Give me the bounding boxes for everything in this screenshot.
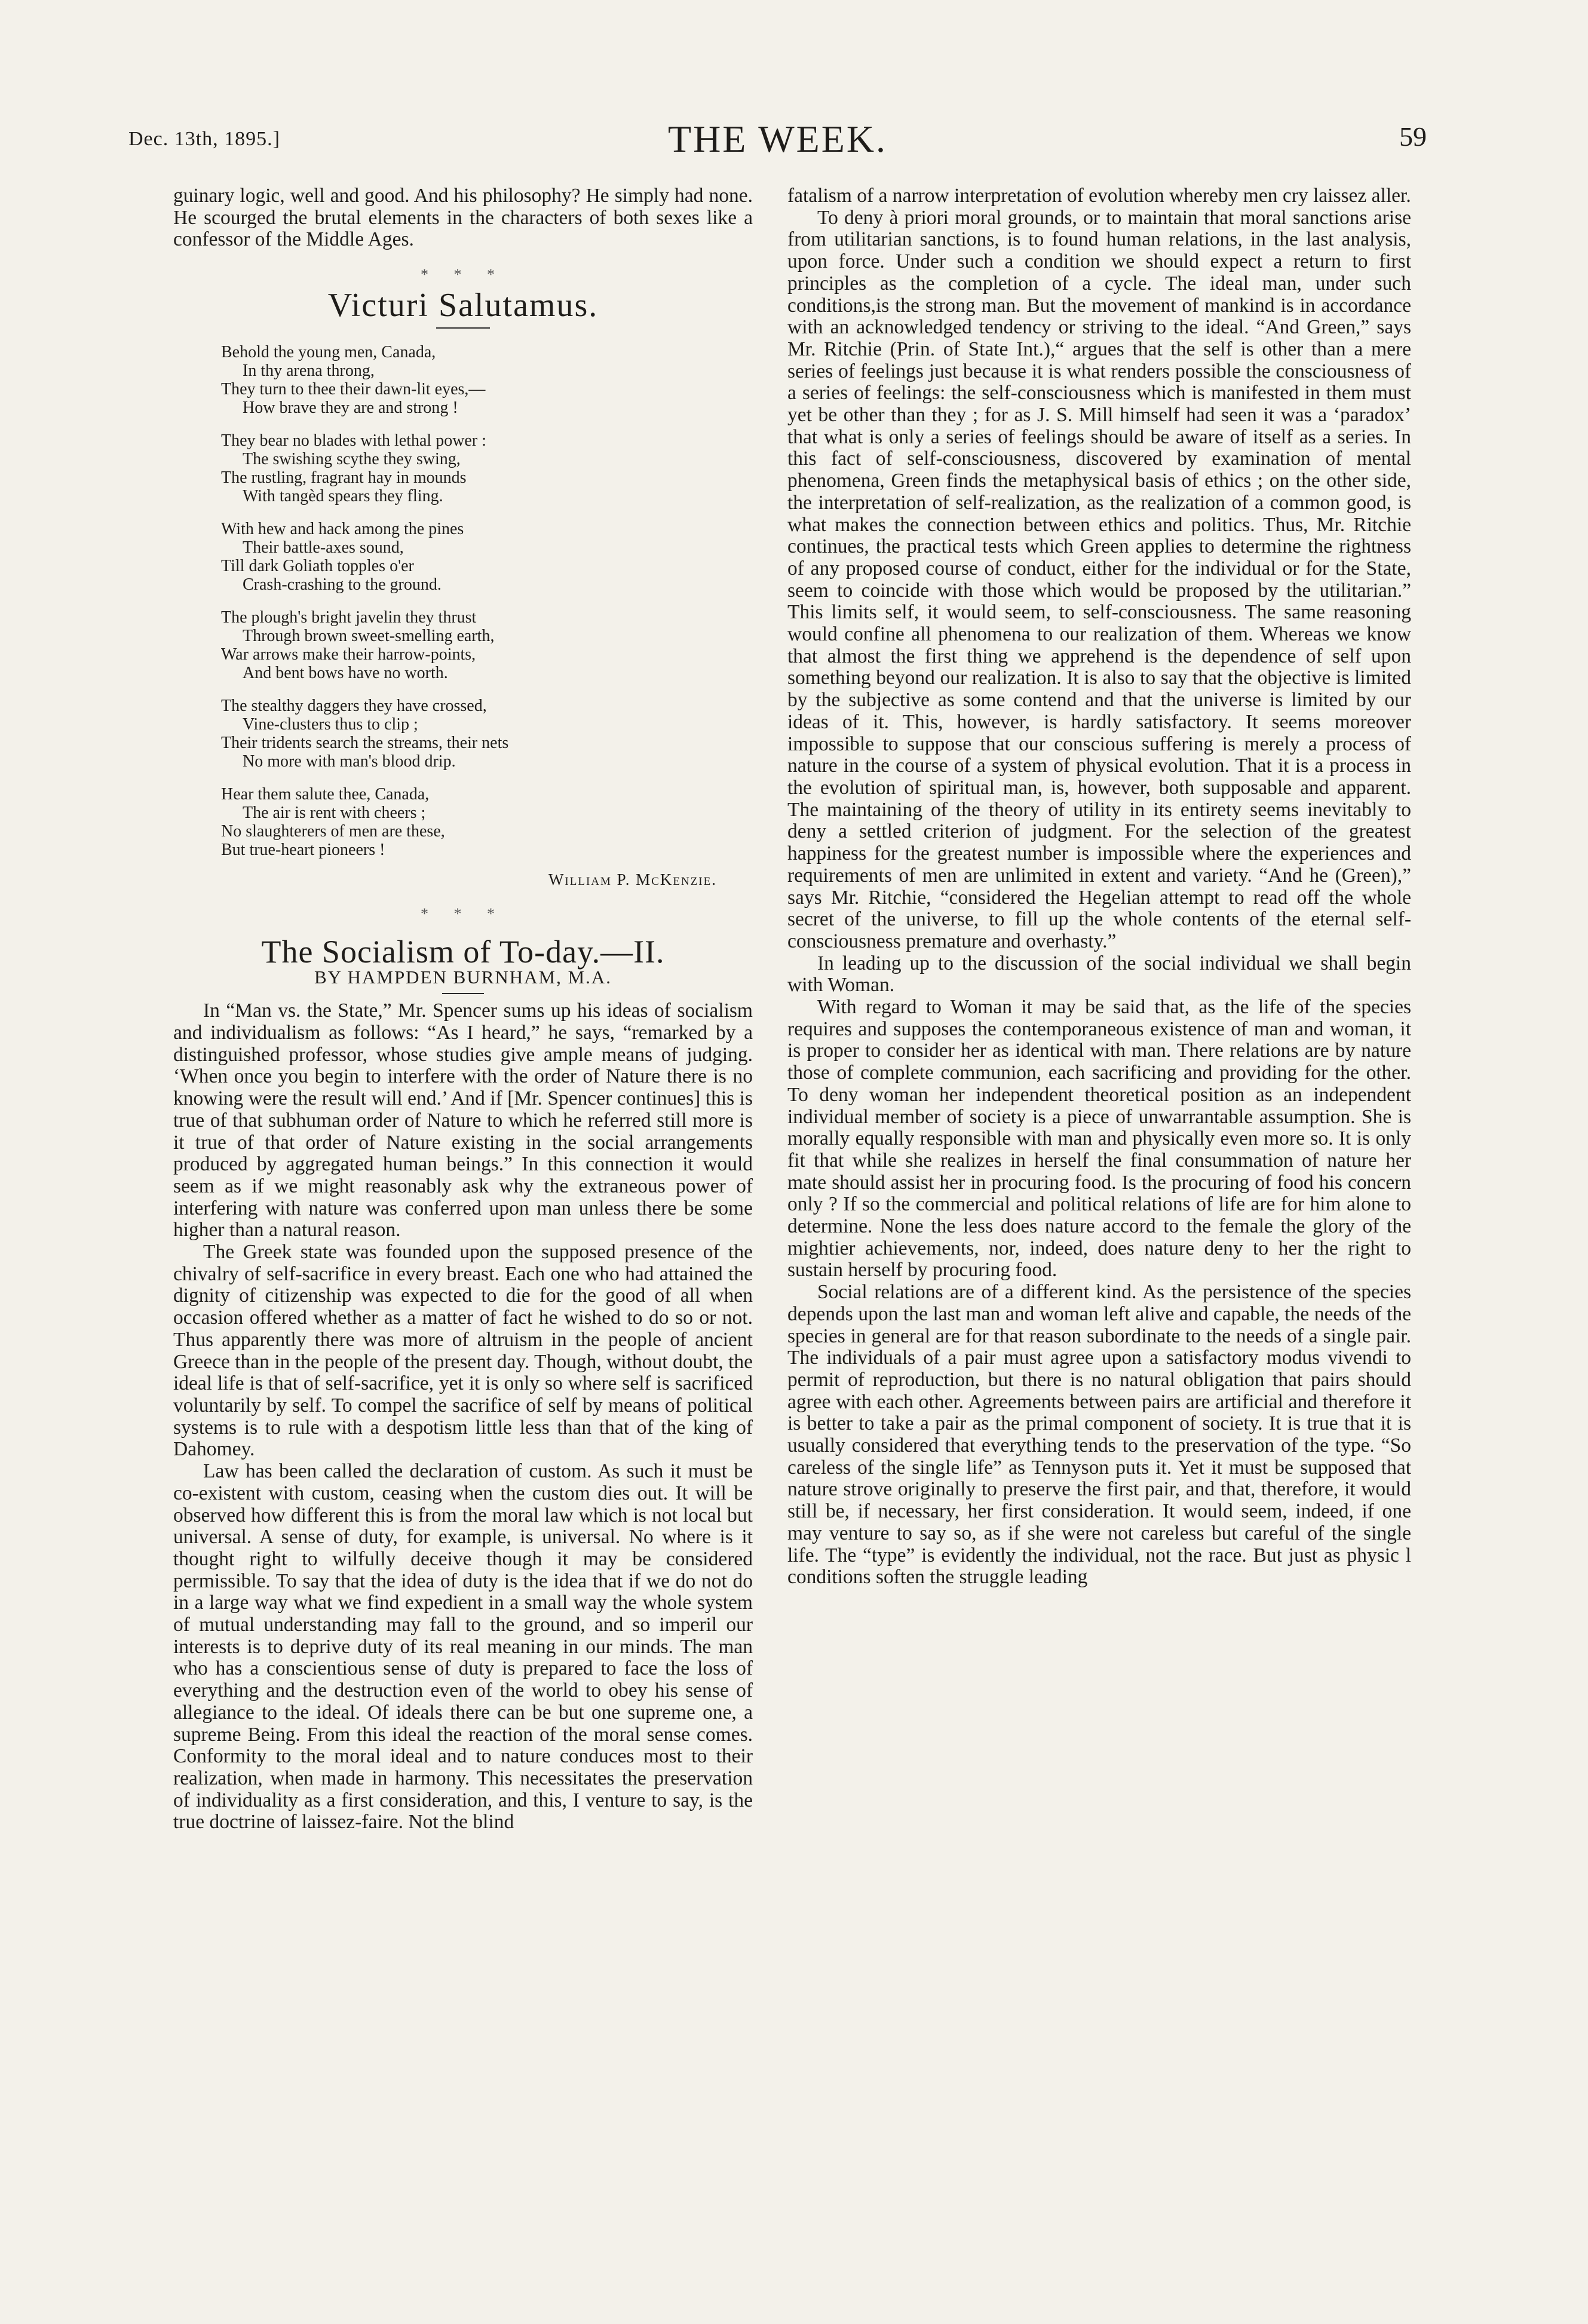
poem-stanza: [221, 431, 753, 505]
poem-line: Hear them salute thee, Canada,: [221, 784, 430, 804]
article-paragraph: Social relations are of a different kind. As the persistence of the species depends upon the last man and woman left alive and capable, the needs of the species in general are for that reason subordinate to the needs of a single pair. The individuals of a pair must agree upon a satisfactory modus vivendi to permit of reproduction, but there is no natural obligation that pairs should agree with each other. Agreements between pairs are artificial and therefore it is better to take a pair as the primal component of society. It is true that it is usually considered that everything tends to the preservation of the type. “So careless of the single life” as Tennyson puts it. Yet it must be supposed that nature strove originally to preserve the first pair, and that, therefore, it would still be, if necessary, her first consideration. It would seem, indeed, if one may venture to say so, as if she were not careless but careful of the single life. The “type” is evidently the individual, not the race. But just as physic l conditions soften the struggle leading: [787, 1281, 1411, 1589]
poem-author: William P. McKenzie.: [548, 870, 717, 888]
poem-line: War arrows make their harrow-points,: [221, 645, 476, 664]
title-rule: [436, 327, 490, 329]
poem-line: How brave they are and strong !: [243, 398, 458, 417]
article-byline: BY HAMPDEN BURNHAM, M.A.: [314, 966, 612, 988]
masthead-title: THE WEEK.: [667, 118, 888, 160]
poem-line: They bear no blades with lethal power :: [221, 431, 486, 450]
byline-rule: [442, 993, 484, 994]
article-paragraph: To deny à priori moral grounds, or to maintain that moral sanctions arise from utilitarian sanctions, is to found human relations, in the last analysis, upon force. Under such a condition we should expect a return to first principles as the completion of a cycle. The ideal man, under such conditions,is the strong man. But the movement of mankind is in accordance with an acknowledged tendency or striving to the ideal. “And Green,” says Mr. Ritchie (Prin. of State Int.),“ argues that the self is other than a mere series of feelings just because it is what renders possible the consciousness of a series of feelings: the self-consciousness which is manifested in them must yet be other than they ; for as J. S. Mill himself had seen it was a ‘paradox’ that what is only a series of feelings should be aware of itself as a series. In this fact of self-consciousness, discovered by examination of mental phenomena, Green finds the metaphysical basis of ethics ; on the other side, the interpretation of self-realization, as the realization of a common good, is what makes the connection between ethics and politics. Thus, Mr. Ritchie continues, the practical tests which Green applies to determine the rightness of any proposed course of conduct, either for the individual or for the State, seem to coincide with those which would be proposed by the utilitarian.” This limits self, it would seem, to self-consciousness. The same reasoning would confine all phenomena to our realization of them. Whereas we know that almost the first thing we apprehend is the dependence of self upon something beyond our realization. It is also to say that the objective is limited by the subjective as some contend and that the universe is limited by our ideas of it. This, however, is hardly satisfactory. It seems moreover impossible to suppose that our conscious suffering is merely a process of nature in the course of a system of physical evolution. That it is a process in the evolution of spiritual man, is, however, both supposable and apparent. The maintaining of the theory of utility in its entirety seems inevitably to deny a settled criterion of judgment. For the selection of the greatest happiness for the greatest number is impossible where the experiences and requirements of men are unlimited in extent and variety. “And he (Green),” says Mr. Ritchie, “considered the Hegelian attempt to read off the whole secret of the universe, to fill up the whole contents of the eternal self-consciousness premature and overhasty.”: [787, 206, 1411, 952]
poem-stanza: [221, 697, 753, 771]
poem-line: The plough's bright javelin they thrust: [221, 608, 477, 627]
poem-line: The stealthy daggers they have crossed,: [221, 696, 487, 715]
poem-line: No slaughterers of men are these,: [221, 821, 445, 841]
article-paragraph: Law has been called the declaration of custom. As such it must be co-existent with custom, ceasing when the custom dies out. It will be observed how different this is from the moral law which is not local but universal. A sense of duty, for example, is universal. No where is it thought right to wilfully deceive though it may be considered permissible. To say that the idea of duty is the idea that if we do not do in a large way what we find expedient in a small way the whole system of mutual understanding may fall to the ground, and so imperil our interests is to deprive duty of its real meaning in our minds. The man who has a conscientious sense of duty is prepared to face the loss of everything and the destruction even of the world to obey his sense of allegiance to the ideal. Of ideals there can be but one supreme one, a supreme Being. From this ideal the reaction of the moral sense comes. Conformity to the moral ideal and to nature conduces most to their realization, when made in harmony. This necessitates the preservation of individuality as a first consideration, and this, I venture to say, is the true doctrine of laissez-faire. Not the blind: [173, 1460, 753, 1834]
poem-line: With tangèd spears they fling.: [243, 486, 443, 505]
poem-line: The air is rent with cheers ;: [243, 803, 426, 822]
poem-stanza: [221, 520, 753, 594]
intro-paragraph: guinary logic, well and good. And his philosophy? He simply had none. He scourged the brutal elements in the characters of both sexes like a confessor of the Middle Ages.: [173, 185, 753, 251]
section-ornament: * * *: [421, 905, 505, 923]
poem-line: But true-heart pioneers !: [221, 840, 385, 859]
poem-line: The swishing scythe they swing,: [243, 449, 461, 468]
article-paragraph: In leading up to the discussion of the social individual we shall begin with Woman.: [787, 952, 1411, 997]
left-column: [173, 185, 753, 1834]
issue-date: Dec. 13th, 1895.]: [128, 128, 281, 150]
right-column: [787, 185, 1411, 1589]
article-paragraph: The Greek state was founded upon the supposed presence of the chivalry of self-sacrifice in every breast. Each one who had attained the dignity of citizenship was expected to die for the good of all when occasion offered whether as a matter of fact he wished to do so or not. Thus apparently there was more of altruism in the people of ancient Greece than in the people of the present day. Though, without doubt, the ideal life is that of self-sacrifice, yet it is only so where self is sacrificed voluntarily by self. To compel the sacrifice of self by means of political systems is to rule with a despotism little less than that of the king of Dahomey.: [173, 1241, 753, 1461]
poem-line: Vine-clusters thus to clip ;: [243, 715, 418, 734]
poem-line: And bent bows have no worth.: [243, 663, 448, 682]
poem-line: No more with man's blood drip.: [243, 752, 456, 771]
poem-line: With hew and hack among the pines: [221, 519, 464, 538]
poem-line: Their battle-axes sound,: [243, 538, 404, 557]
poem-line: Crash-crashing to the ground.: [243, 575, 442, 594]
poem-line: Their tridents search the streams, their nets: [221, 733, 509, 752]
poem-stanza: [221, 343, 753, 417]
poem-title: Victuri Salutamus.: [327, 286, 599, 324]
article-paragraph: With regard to Woman it may be said that, as the life of the species requires and supposes the contemporaneous existence of man and woman, it is proper to consider her as identical with man. There relations are by nature those of complete communion, each sacrificing and providing for the other. To deny woman her independent theoretical position as an independent individual member of society is a piece of unwarrantable assumption. She is morally equally responsible with man and physically even more so. It is only fit that while she realizes in herself the final consummation of nature her mate should assist her in procuring food. Is the procuring of food his concern only ? If so the commercial and political relations of life are for him alone to determine. None the less does nature accord to the female the glory of the mightier achievements, nor, indeed, does nature deny to her the right to sustain herself by procuring food.: [787, 996, 1411, 1281]
poem-line: They turn to thee their dawn-lit eyes,—: [221, 379, 486, 398]
poem-stanza: [221, 785, 753, 859]
poem-line: The rustling, fragrant hay in mounds: [221, 468, 467, 487]
article-paragraph: fatalism of a narrow interpretation of evolution whereby men cry laissez aller.: [787, 185, 1411, 207]
page-header: [128, 117, 1427, 177]
poem-line: Till dark Goliath topples o'er: [221, 556, 414, 575]
poem-line: Behold the young men, Canada,: [221, 342, 436, 361]
poem-stanza: [221, 608, 753, 682]
page-number: 59: [1399, 121, 1427, 152]
section-ornament: * * *: [421, 266, 505, 284]
poem-line: Through brown sweet-smelling earth,: [243, 626, 495, 645]
article-title: The Socialism of To-day.—II.: [261, 933, 665, 970]
poem-line: In thy arena throng,: [243, 361, 375, 380]
poem-body: [221, 343, 753, 859]
article-paragraph: In “Man vs. the State,” Mr. Spencer sums up his ideas of socialism and individualism as follows: “As I heard,” he says, “remarked by a distinguished professor, whose studies give ample means of judging. ‘When once you begin to interfere with the order of Nature there is no knowing were the result will end.’ And if [Mr. Spencer continues] this is true of that subhuman order of Nature to which he referred still more is it true of that order of Nature existing in the social arrangements produced by aggregated human beings.” In this connection it would seem as if we might reasonably ask why the extraneous power of interfering with nature was conferred upon man unless there be some higher than a natural reason.: [173, 999, 753, 1241]
